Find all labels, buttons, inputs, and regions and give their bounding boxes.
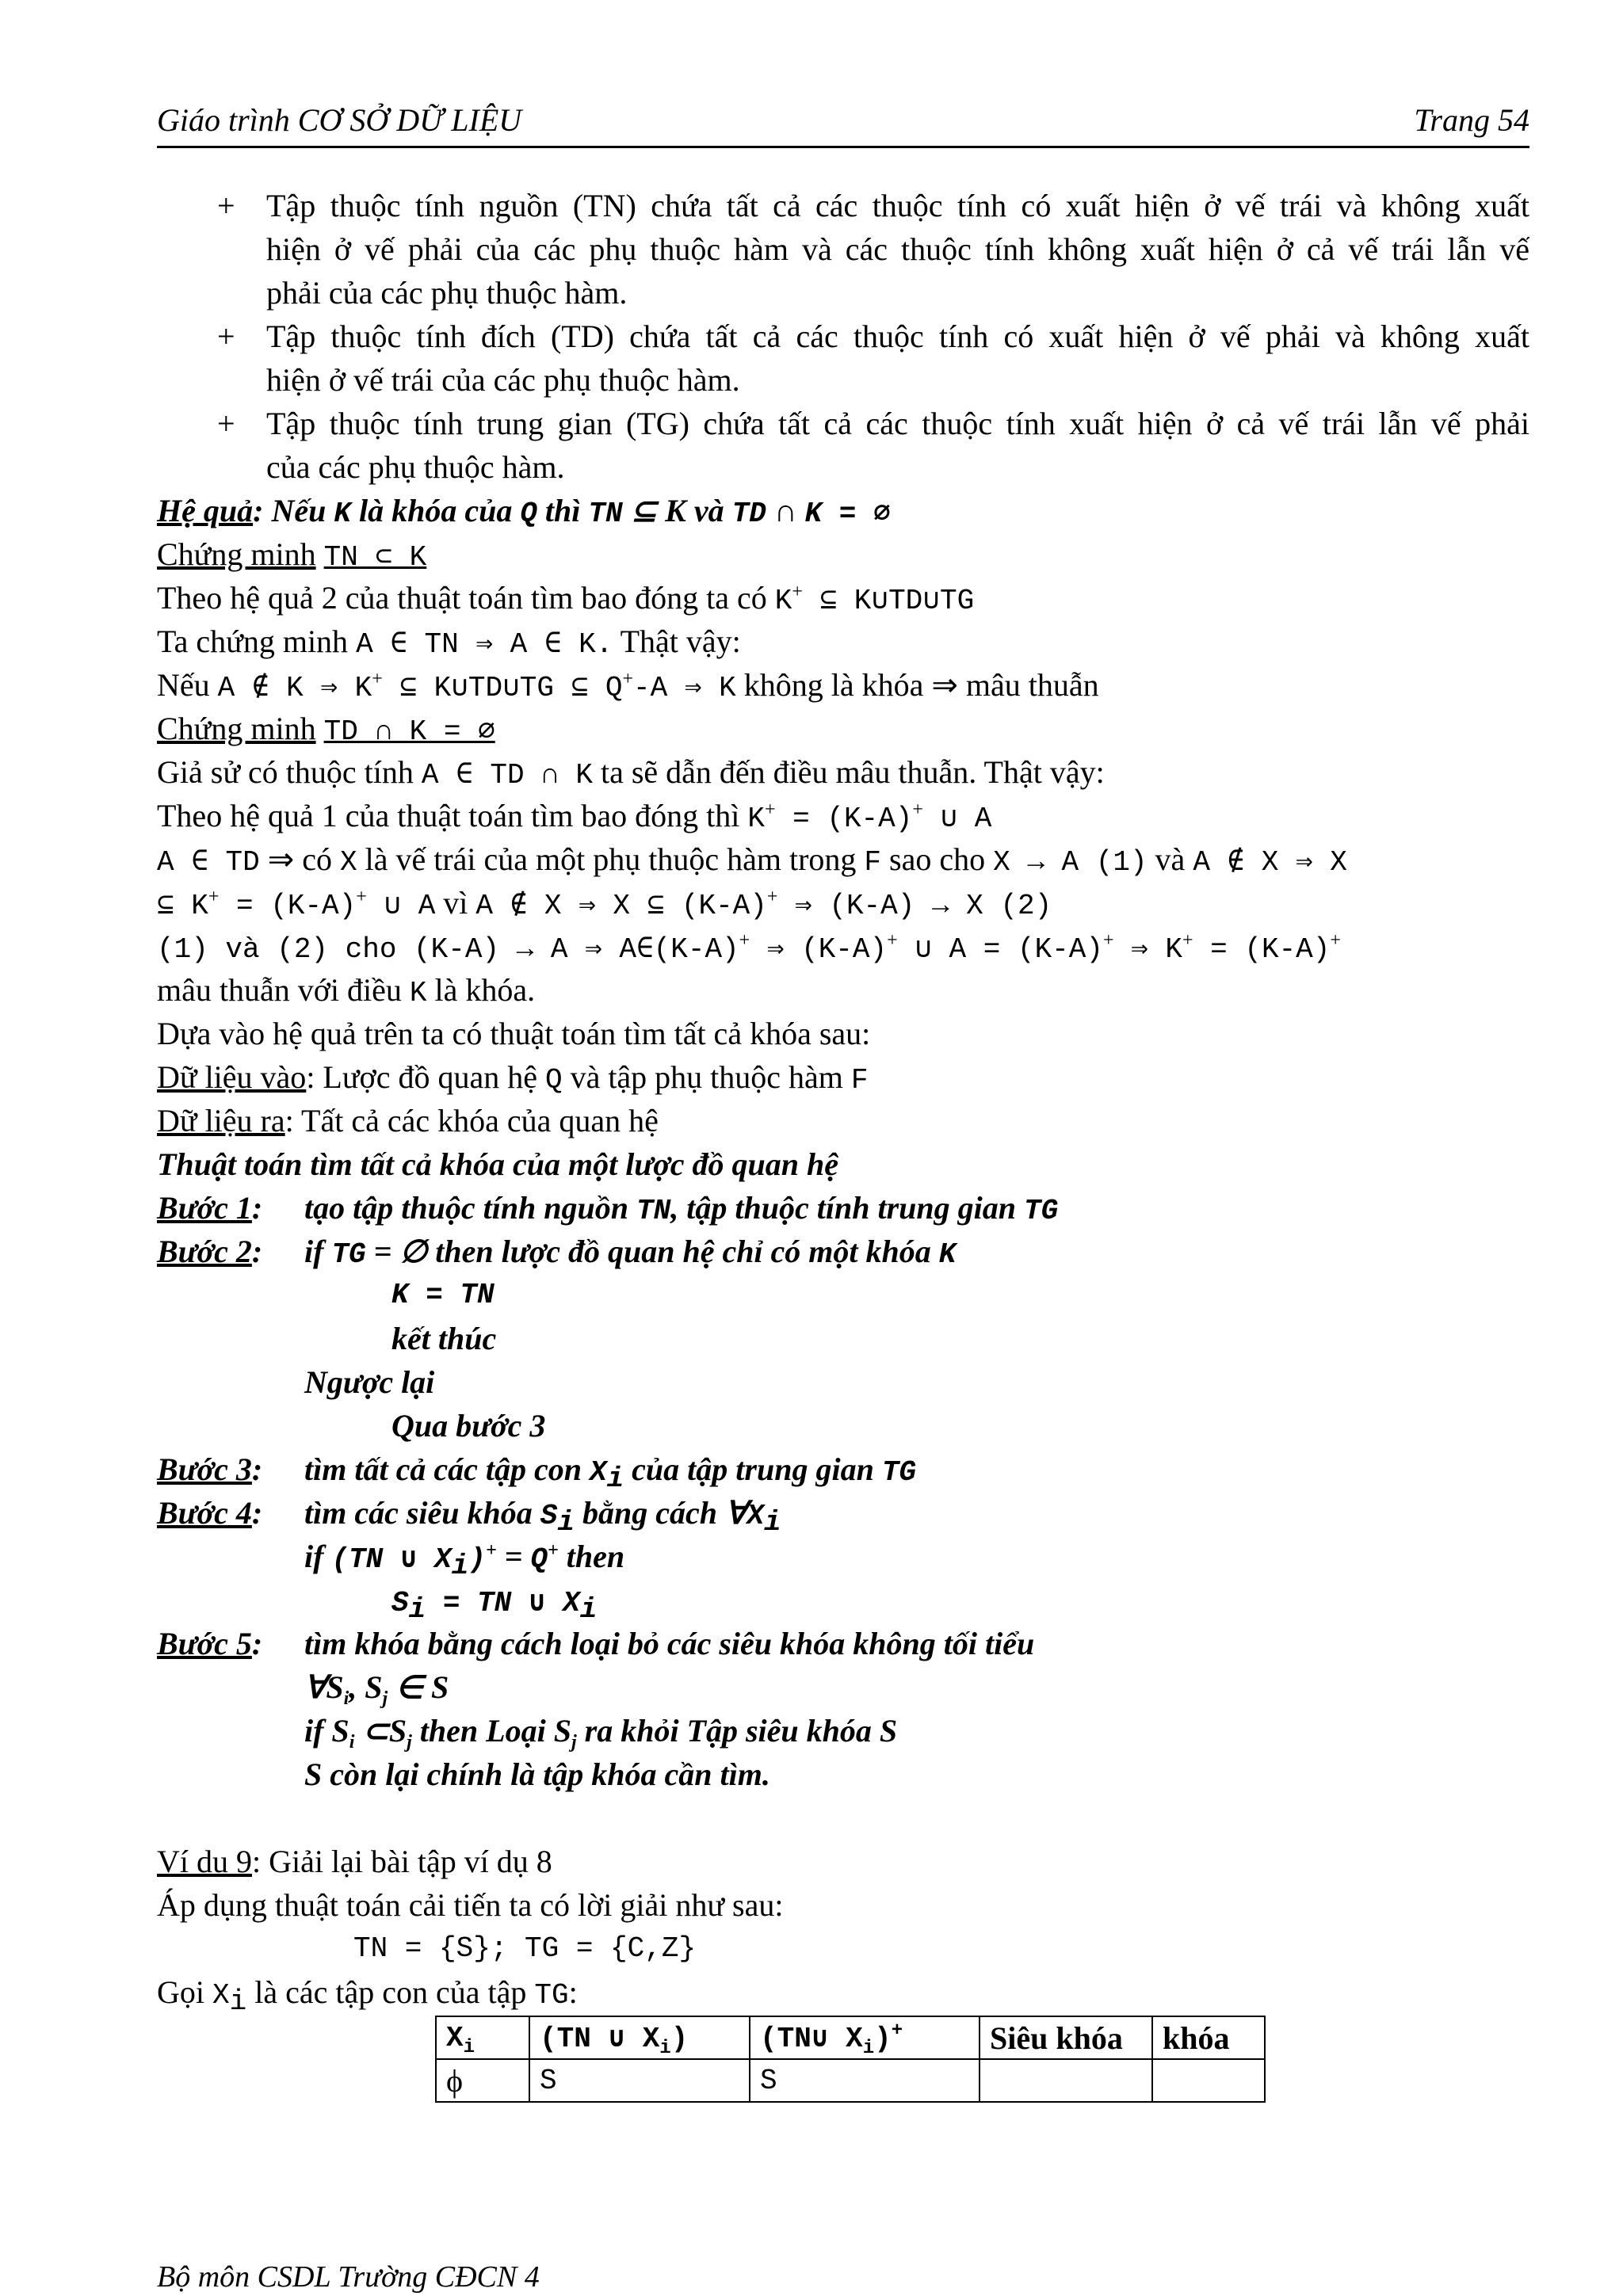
proof-2-line-2: Theo hệ quả 1 của thuật toán tìm bao đóng thì K+ = (K-A)+ ∪ A [157,798,992,835]
bullet-mark: + [217,406,235,441]
proof-1-line-3: Nếu A ∉ K ⇒ K+ ⊆ K∪TD∪TG ⊆ Q+-A ⇒ K không là khóa ⇒ mâu thuẫn [157,667,1099,704]
corollary-line: Hệ quả: Nếu K là khóa của Q thì TN ⊆ K và TD ∩ K = ∅ [157,493,891,530]
header-cell-closure: (TN∪ $X_i)^+$ [750,2016,980,2059]
bullet-3-line-1: + Tập thuộc tính trung gian (TG) chứa tất cả các thuộc tính xuất hiện ở cả vế trái lẫn vế phải [157,402,1529,445]
example-title: Ví du 9: Giải lại bài tập ví dụ 8 [157,1844,552,1879]
step-2-line-5: Qua bước 3 [391,1408,546,1444]
step-5-line-4: S còn lại chính là tập khóa cần tìm. [304,1756,770,1792]
body-content [157,184,1529,2018]
proof-2-line-5: (1) và (2) cho (K-A) → A ⇒ A∈(K-A)+ ⇒ (K-A)+ ∪ A = (K-A)+ ⇒ K+ = (K-A)+ [157,930,1341,966]
header-cell-union: (TN ∪ $X_i$) [529,2016,750,2059]
table-cell: ϕ [436,2059,529,2102]
step-5-line-3: if $S_i$ $\subset S_j$ then Loại $S_j$ ra khỏi Tập siêu khóa S [304,1713,898,1753]
proof-2-line-4: ⊆ K+ = (K-A)+ ∪ A vì A ∉ X ⇒ X ⊆ (K-A)+ ⇒ (K-A) → X (2) [157,885,1052,922]
algo-input: Dữ liệu vào: Lược đồ quan hệ Q và tập phụ thuộc hàm F [157,1059,869,1097]
header-cell-xi: $X_i$ [436,2016,529,2059]
step-4-line-3: $S_i$ = TN ∪ $X_i$ [391,1587,598,1626]
blank-line [157,1796,1529,1840]
bullet-2-line-2: hiện ở vế trái của các phụ thuộc hàm. [266,362,740,398]
step-2-line-4: Ngược lại [304,1364,435,1400]
step-3: Bước 3: tìm tất cả các tập con $X_i$ của tập trung gian TG [157,1451,917,1495]
step-2-line-3: kết thúc [391,1321,497,1356]
example-line-2: Áp dụng thuật toán cải tiến ta có lời giải như sau: [157,1887,784,1923]
proof-2-title: Chứng minh TD ∩ K = ∅ [157,711,495,748]
proof-2-line-1: Giả sử có thuộc tính A ∈ TD ∩ K ta sẽ dẫn đến điều mâu thuẫn. Thật vậy: [157,754,1105,791]
header-rule [157,146,1529,148]
step-2: Bước 2: if TG = ∅ then lược đồ quan hệ chỉ có một khóa K [157,1234,957,1271]
proof-2-line-6: mâu thuẫn với điều K là khóa. [157,972,536,1009]
bullet-mark: + [217,188,235,223]
proof-1-line-1: Theo hệ quả 2 của thuật toán tìm bao đóng ta có K+ ⊆ K∪TD∪TG [157,580,975,617]
header-page-number: Trang 54 [1414,102,1529,138]
table-cell [980,2059,1152,2102]
algo-output: Dữ liệu ra: Tất cả các khóa của quan hệ [157,1103,659,1138]
footer-text: Bộ môn CSDL Trường CĐCN 4 [157,2260,540,2294]
step-4: Bước 4: tìm các siêu khóa $S_i$ bằng cách $\forall X_i$ [157,1495,781,1539]
table-cell [1152,2059,1265,2102]
example-line-3: TN = {S}; TG = {C,Z} [353,1932,697,1965]
header-title: Giáo trình CƠ SỞ DỮ LIỆU [157,102,522,138]
step-2-line-2: K = TN [391,1279,495,1311]
bullet-mark: + [217,318,235,354]
table-cell: S [529,2059,750,2102]
step-4-line-2: if (TN ∪ $X_i)^+ = Q^+$ then [304,1539,625,1582]
bullet-1-line-2: hiện ở vế phải của các phụ thuộc hàm và các thuộc tính không xuất hiện ở cả vế trái lẫn vế [266,231,1529,267]
bullet-1-line-1: + Tập thuộc tính nguồn (TN) chứa tất cả các thuộc tính có xuất hiện ở vế trái và không xuất [157,184,1529,227]
bullet-1-line-3: phải của các phụ thuộc hàm. [266,275,628,311]
subsets-table [435,2016,1266,2103]
step-1: Bước 1: tạo tập thuộc tính nguồn TN, tập thuộc tính trung gian TG [157,1190,1059,1227]
proof-1-line-2: Ta chứng minh A ∈ TN ⇒ A ∈ K. Thật vậy: [157,624,741,661]
bullet-3-line-2: của các phụ thuộc hàm. [266,449,565,485]
step-5: Bước 5: tìm khóa bằng cách loại bỏ các siêu khóa không tối tiểu [157,1626,1035,1661]
example-line-4: Gọi $X_i$ là các tập con của tập TG: [157,1974,578,2018]
header-cell-key: khóa [1152,2016,1265,2059]
bullet-2-line-1: + Tập thuộc tính đích (TD) chứa tất cả các thuộc tính có xuất hiện ở vế phải và không xuất [157,315,1529,358]
table-header-row [436,2016,1265,2059]
header-cell-superkey: Siêu khóa [980,2016,1152,2059]
proof-1-title: Chứng minh TN ⊂ K [157,536,427,574]
table-cell: S [750,2059,980,2102]
algo-intro: Dựa vào hệ quả trên ta có thuật toán tìm tất cả khóa sau: [157,1016,871,1051]
step-5-line-2: $\forall S_i$, $S_j$ ∈ S [304,1669,449,1709]
algo-title: Thuật toán tìm tất cả khóa của một lược đồ quan hệ [157,1146,838,1182]
proof-2-line-3: A ∈ TD ⇒ có X là vế trái của một phụ thuộc hàm trong F sao cho X → A (1) và A ∉ X ⇒ X [157,841,1347,879]
table-row [436,2059,1265,2102]
